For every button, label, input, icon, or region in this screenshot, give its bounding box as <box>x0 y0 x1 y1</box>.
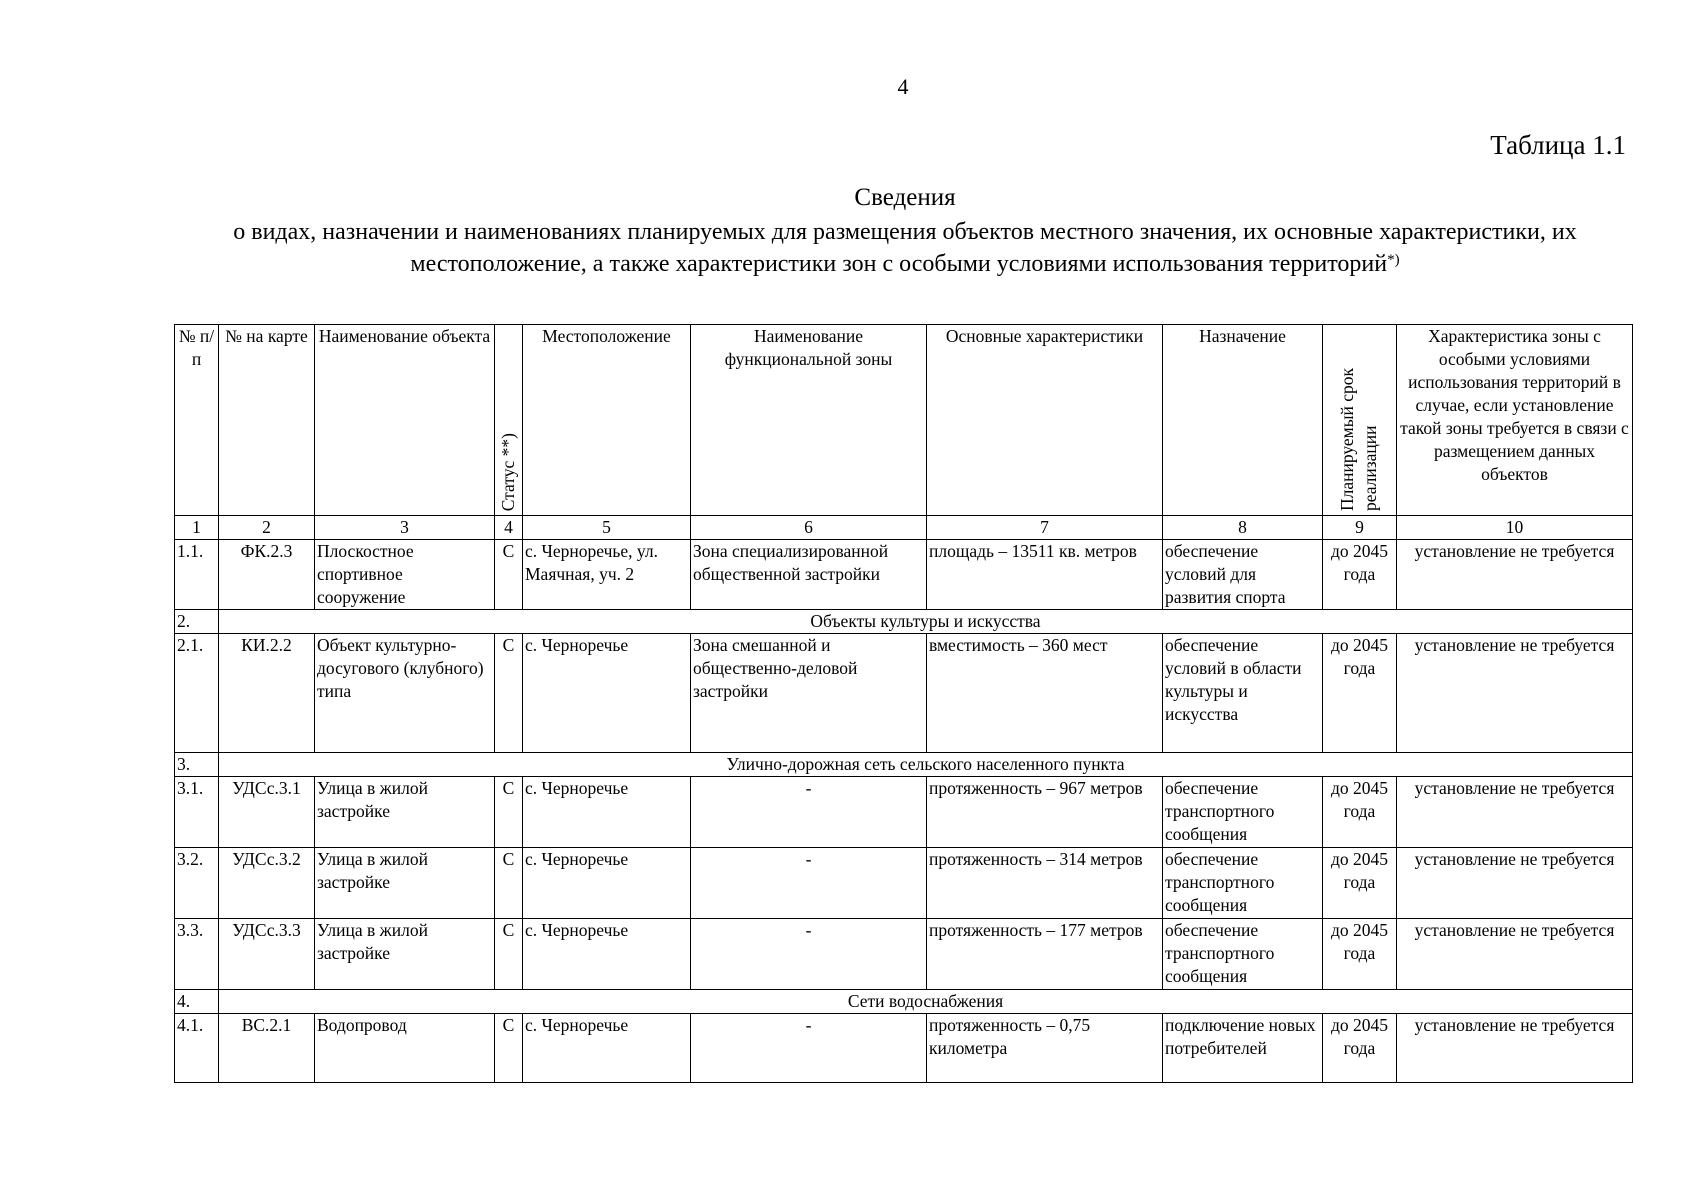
heading-subtitle-text: о видах, назначении и наименованиях планируемых для размещения объектов местного значения, их основные характеристики, их местоположение, а также характеристики зон с особыми условиями использования территорий <box>233 219 1577 277</box>
cell-number: 3.2. <box>175 848 219 919</box>
cell-characteristics: протяженность – 177 метров <box>927 919 1163 990</box>
header-cell: Наименование объекта <box>315 325 495 516</box>
cell-object-name: Улица в жилой застройке <box>315 919 495 990</box>
table-row <box>175 919 1633 990</box>
cell-number: 4.1. <box>175 1014 219 1083</box>
section-title: Сети водоснабжения <box>219 990 1633 1014</box>
cell-zone-characteristic: установление не требуется <box>1397 540 1633 610</box>
cell-characteristics: протяженность – 967 метров <box>927 777 1163 848</box>
column-number: 7 <box>927 516 1163 540</box>
cell-status: С <box>495 1014 523 1083</box>
column-number: 9 <box>1323 516 1397 540</box>
column-number: 8 <box>1163 516 1323 540</box>
cell-status: С <box>495 634 523 753</box>
cell-zone-characteristic: установление не требуется <box>1397 777 1633 848</box>
column-number: 5 <box>523 516 691 540</box>
document-heading <box>150 180 1660 280</box>
cell-number: 3.1. <box>175 777 219 848</box>
section-row <box>175 610 1633 634</box>
footnote-mark: *) <box>1387 252 1400 268</box>
cell-object-name: Улица в жилой застройке <box>315 848 495 919</box>
section-row <box>175 990 1633 1014</box>
cell-purpose: обеспечение условий в области культуры и искусства <box>1163 634 1323 753</box>
table-row <box>175 634 1633 753</box>
cell-object-name: Плоскостное спортивное сооружение <box>315 540 495 610</box>
cell-zone-characteristic: установление не требуется <box>1397 848 1633 919</box>
cell-number: 1.1. <box>175 540 219 610</box>
table-body <box>175 516 1633 1083</box>
cell-zone: - <box>691 848 927 919</box>
header-term: Планируемый срок реализации <box>1336 367 1380 511</box>
heading-title: Сведения <box>854 184 956 211</box>
table-row <box>175 777 1633 848</box>
section-number: 3. <box>175 753 219 777</box>
cell-map-code: УДСс.3.3 <box>219 919 315 990</box>
header-cell: № п/п <box>175 325 219 516</box>
header-status: Статус **) <box>498 432 518 511</box>
cell-status: С <box>495 919 523 990</box>
header-cell: Назначение <box>1163 325 1323 516</box>
cell-zone-characteristic: установление не требуется <box>1397 1014 1633 1083</box>
table-label: Таблица 1.1 <box>1490 130 1626 160</box>
section-number: 2. <box>175 610 219 634</box>
cell-location: с. Черноречье, ул. Маячная, уч. 2 <box>523 540 691 610</box>
cell-zone: - <box>691 919 927 990</box>
cell-purpose: обеспечение условий для развития спорта <box>1163 540 1323 610</box>
cell-number: 2.1. <box>175 634 219 753</box>
cell-map-code: КИ.2.2 <box>219 634 315 753</box>
cell-term: до 2045 года <box>1323 848 1397 919</box>
cell-purpose: обеспечение транспортного сообщения <box>1163 848 1323 919</box>
table-row <box>175 1014 1633 1083</box>
header-cell: Основные характеристики <box>927 325 1163 516</box>
cell-location: с. Черноречье <box>523 777 691 848</box>
cell-characteristics: площадь – 13511 кв. метров <box>927 540 1163 610</box>
cell-location: с. Черноречье <box>523 634 691 753</box>
objects-table <box>174 324 1633 1083</box>
cell-zone: - <box>691 777 927 848</box>
header-row <box>175 325 1633 516</box>
cell-object-name: Объект культурно-досугового (клубного) типа <box>315 634 495 753</box>
cell-status: С <box>495 777 523 848</box>
column-number: 3 <box>315 516 495 540</box>
cell-term: до 2045 года <box>1323 540 1397 610</box>
cell-object-name: Улица в жилой застройке <box>315 777 495 848</box>
cell-zone-characteristic: установление не требуется <box>1397 919 1633 990</box>
cell-number: 3.3. <box>175 919 219 990</box>
heading-subtitle <box>150 216 1660 280</box>
cell-characteristics: протяженность – 314 метров <box>927 848 1163 919</box>
cell-location: с. Черноречье <box>523 1014 691 1083</box>
table-row <box>175 848 1633 919</box>
column-number: 2 <box>219 516 315 540</box>
cell-characteristics: вместимость – 360 мест <box>927 634 1163 753</box>
cell-zone: - <box>691 1014 927 1083</box>
cell-purpose: обеспечение транспортного сообщения <box>1163 777 1323 848</box>
page-number: 4 <box>897 74 909 99</box>
cell-purpose: подключение новых потребителей <box>1163 1014 1323 1083</box>
cell-term: до 2045 года <box>1323 777 1397 848</box>
cell-object-name: Водопровод <box>315 1014 495 1083</box>
cell-location: с. Черноречье <box>523 919 691 990</box>
cell-map-code: ФК.2.3 <box>219 540 315 610</box>
section-title: Объекты культуры и искусства <box>219 610 1633 634</box>
header-cell: Местоположение <box>523 325 691 516</box>
section-title: Улично-дорожная сеть сельского населенного пункта <box>219 753 1633 777</box>
section-number: 4. <box>175 990 219 1014</box>
cell-status: С <box>495 848 523 919</box>
cell-term: до 2045 года <box>1323 634 1397 753</box>
cell-location: с. Черноречье <box>523 848 691 919</box>
cell-zone: Зона специализированной общественной застройки <box>691 540 927 610</box>
header-cell: № на карте <box>219 325 315 516</box>
column-number: 10 <box>1397 516 1633 540</box>
column-number-row <box>175 516 1633 540</box>
cell-map-code: УДСс.3.2 <box>219 848 315 919</box>
cell-term: до 2045 года <box>1323 1014 1397 1083</box>
cell-purpose: обеспечение транспортного сообщения <box>1163 919 1323 990</box>
cell-zone-characteristic: установление не требуется <box>1397 634 1633 753</box>
table-row <box>175 540 1633 610</box>
cell-map-code: УДСс.3.1 <box>219 777 315 848</box>
header-cell-vertical <box>1323 325 1397 516</box>
column-number: 1 <box>175 516 219 540</box>
cell-characteristics: протяженность – 0,75 километра <box>927 1014 1163 1083</box>
cell-term: до 2045 года <box>1323 919 1397 990</box>
column-number: 6 <box>691 516 927 540</box>
header-cell-vertical <box>495 325 523 516</box>
cell-map-code: ВС.2.1 <box>219 1014 315 1083</box>
header-cell: Характеристика зоны с особыми условиями использования территорий в случае, если установление такой зоны требуется в связи с размещением данных объектов <box>1397 325 1633 516</box>
header-cell: Наименование функциональной зоны <box>691 325 927 516</box>
column-number: 4 <box>495 516 523 540</box>
cell-zone: Зона смешанной и общественно-деловой застройки <box>691 634 927 753</box>
cell-status: С <box>495 540 523 610</box>
section-row <box>175 753 1633 777</box>
